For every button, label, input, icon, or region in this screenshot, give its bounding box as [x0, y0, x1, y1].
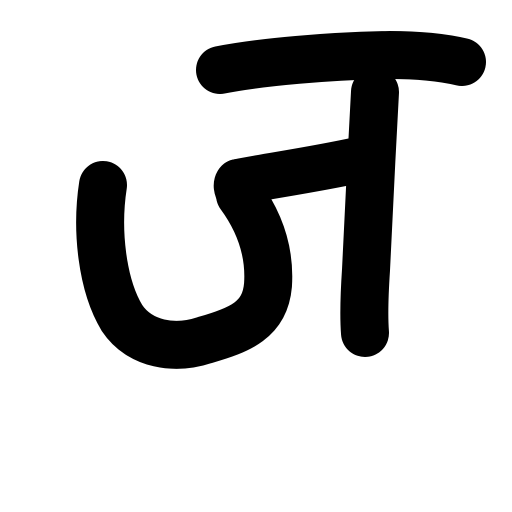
bowl-join-stroke	[237, 182, 240, 195]
vertical-stem-stroke	[364, 92, 375, 333]
glyph-strokes	[100, 55, 462, 345]
top-bar-stroke	[220, 55, 462, 70]
